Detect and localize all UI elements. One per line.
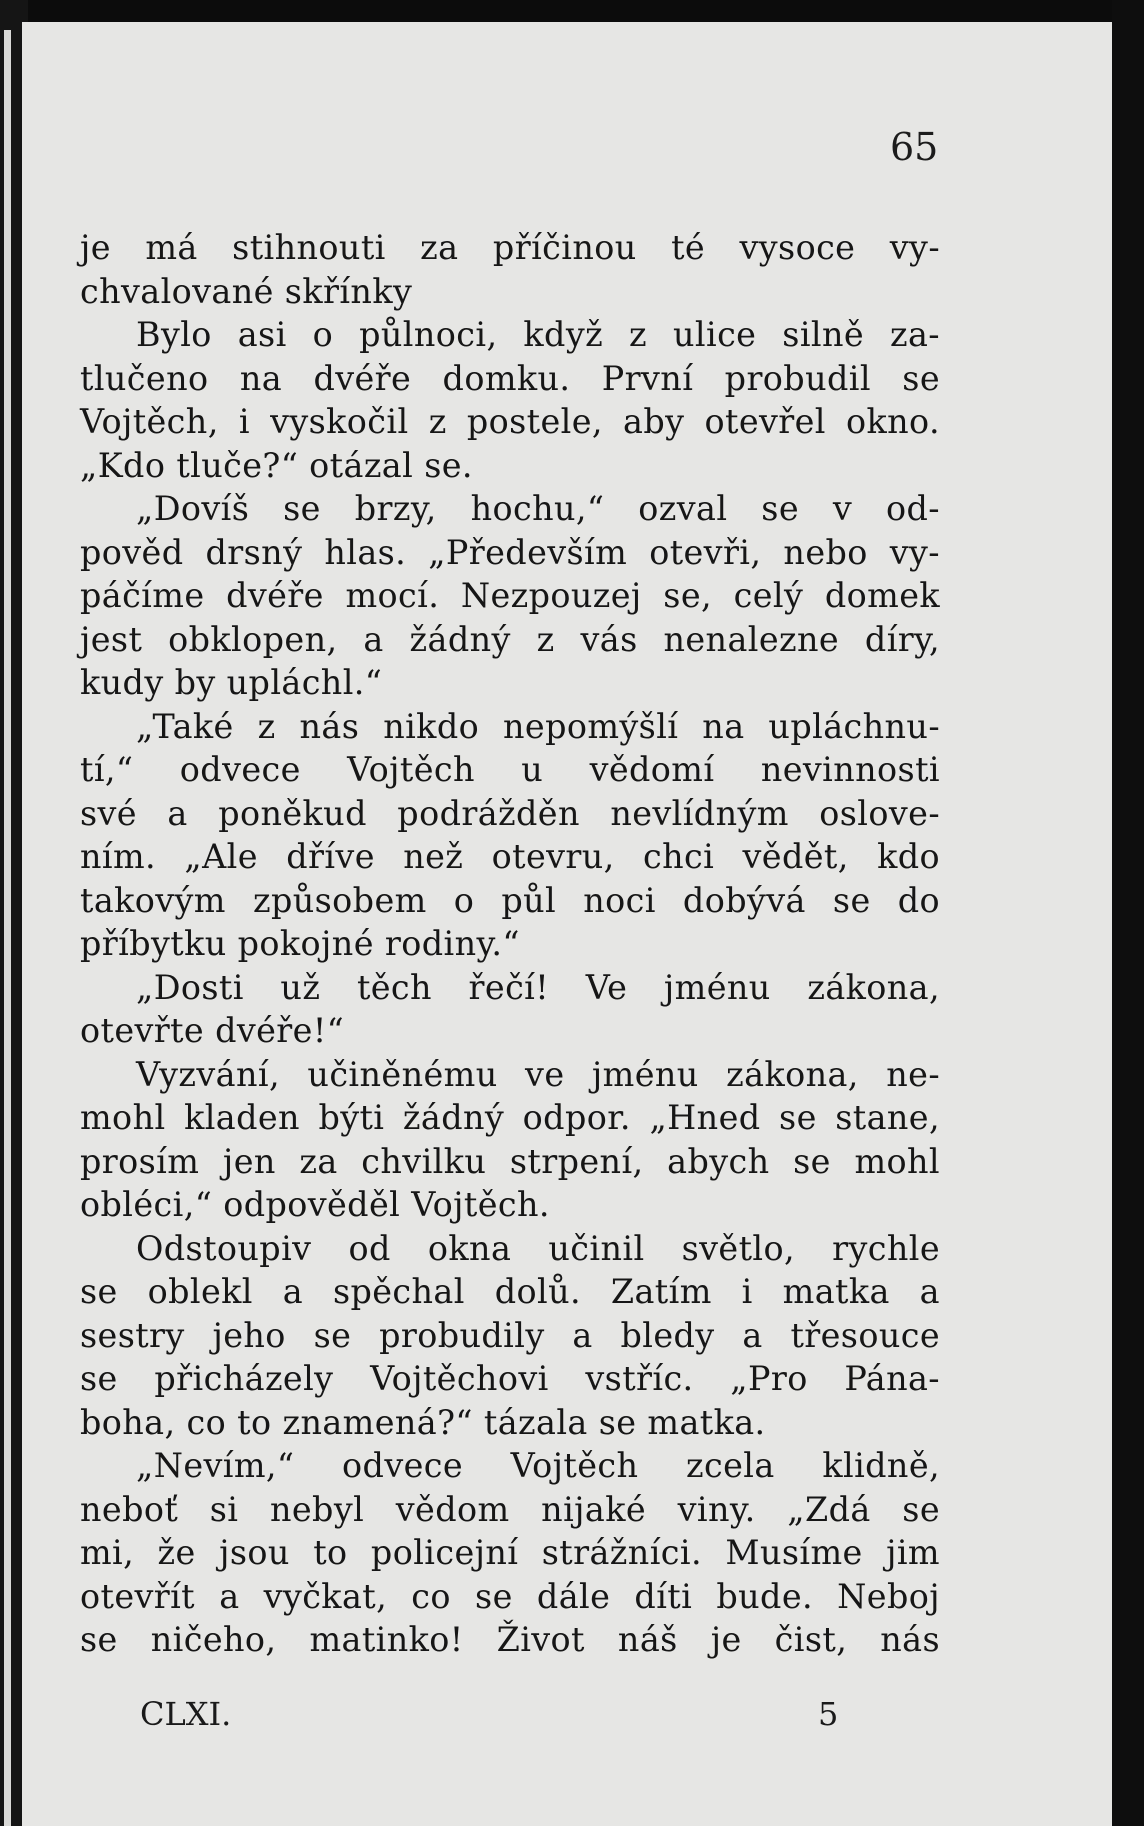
text-line: neboť si nebyl vědom nijaké viny. „Zdá se	[80, 1489, 940, 1529]
text-line: tí,“ odvece Vojtěch u vědomí nevinnosti	[80, 750, 940, 789]
text-line: jest obklopen, a žádný z vás nenalezne díry,	[80, 619, 940, 659]
text-line: takovým způsobem o půl noci dobývá se do	[80, 880, 940, 920]
text-line: mohl kladen býti žádný odpor. „Hned se stane,	[80, 1098, 940, 1137]
text-line: své a poněkud podrážděn nevlídným oslove-	[80, 793, 940, 833]
text-line: „Nevím,“ odvece Vojtěch zcela klidně,	[136, 1446, 940, 1485]
text-line: otevřte dvéře!“	[80, 1011, 345, 1050]
text-line: „Dosti už těch řečí! Ve jménu zákona,	[136, 967, 940, 1007]
text-line: sestry jeho se probudily a bledy a třesouce	[80, 1315, 940, 1355]
text-line: otevřít a vyčkat, co se dále díti bude. Neboj	[80, 1576, 940, 1616]
signature-mark: CLXI.	[140, 1695, 232, 1733]
text-line: ním. „Ale dříve než otevru, chci vědět, kdo	[80, 837, 940, 876]
text-line: pověd drsný hlas. „Především otevři, nebo vy-	[80, 532, 940, 572]
text-line: prosím jen za chvilku strpení, abych se mohl	[80, 1141, 940, 1181]
text-line: „Také z nás nikdo nepomýšlí na upláchnu-	[136, 706, 940, 746]
text-line: Vyzvání, učiněnému ve jménu zákona, ne-	[136, 1054, 940, 1094]
scan-right-edge	[1112, 0, 1144, 1826]
text-line: příbytku pokojné rodiny.“	[80, 924, 520, 963]
text-line: kudy by upláchl.“	[80, 663, 383, 702]
text-line: „Dovíš se brzy, hochu,“ ozval se v od-	[136, 489, 940, 528]
sheet-number: 5	[818, 1695, 839, 1733]
text-line: se oblekl a spěchal dolů. Zatím i matka a	[80, 1272, 940, 1311]
text-line: se přicházely Vojtěchovi vstříc. „Pro Pána-	[80, 1359, 940, 1398]
previous-page-edge	[4, 30, 11, 1826]
text-line: mi, že jsou to policejní strážníci. Musíme jim	[80, 1533, 940, 1572]
text-line: „Kdo tluče?“ otázal se.	[80, 445, 473, 485]
text-line: je má stihnouti za příčinou té vysoce vy-	[80, 228, 940, 267]
body-text	[80, 226, 940, 1662]
text-line: páčíme dvéře mocí. Nezpouzej se, celý domek	[80, 576, 940, 615]
text-line: Bylo asi o půlnoci, když z ulice silně za-	[136, 315, 940, 354]
text-line: chvalované skřínky	[80, 271, 413, 311]
text-line: obléci,“ odpověděl Vojtěch.	[80, 1185, 550, 1224]
text-line: boha, co to znamená?“ tázala se matka.	[80, 1402, 766, 1442]
text-line: se ničeho, matinko! Život náš je čist, nás	[80, 1620, 940, 1659]
text-line: Vojtěch, i vyskočil z postele, aby otevřel okno.	[80, 402, 940, 441]
page-number: 65	[890, 125, 939, 169]
text-line: tlučeno na dvéře domku. První probudil se	[80, 358, 940, 398]
text-line: Odstoupiv od okna učinil světlo, rychle	[136, 1228, 940, 1268]
